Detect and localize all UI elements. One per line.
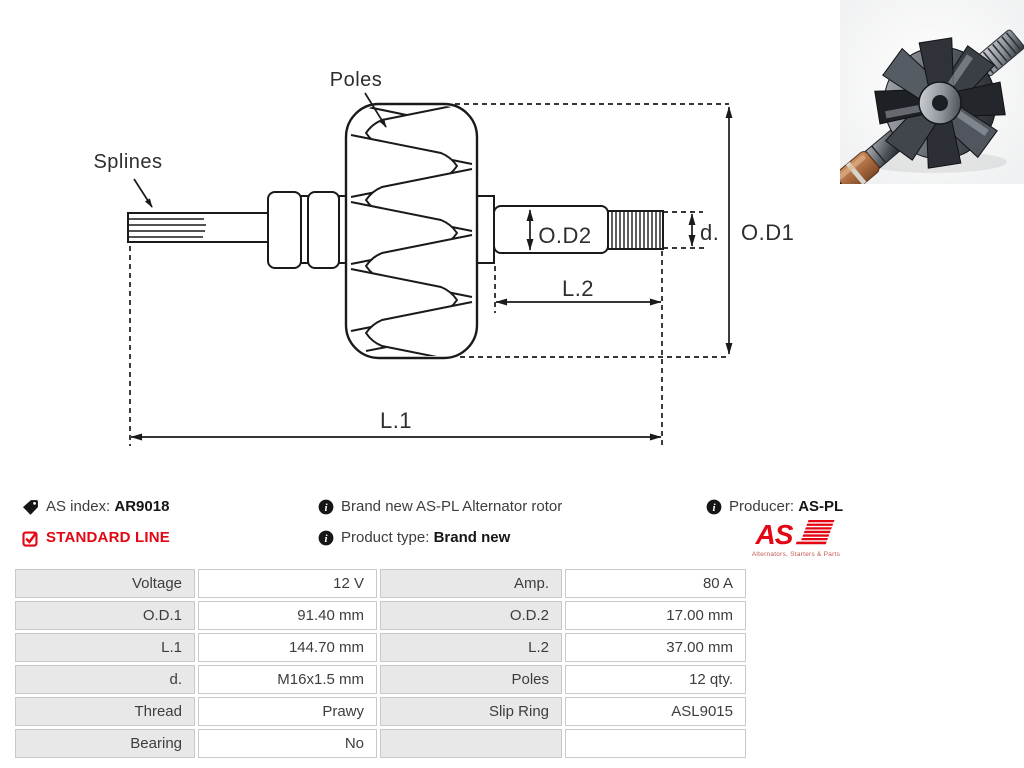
product-type-row [318,529,510,547]
svg-text:i: i [712,502,716,514]
spec-value-cell: 12 V [198,569,377,598]
spec-label-cell: O.D.1 [15,601,195,630]
spec-value-cell: 80 A [565,569,746,598]
spec-row [15,569,746,598]
spec-row [15,601,746,630]
claw-poles [351,102,472,364]
producer-value: AS-PL [798,498,844,515]
spec-label-cell [380,729,562,758]
spec-value-cell: No [198,729,377,758]
svg-text:i: i [324,533,328,545]
spec-row [15,697,746,726]
product-type-value: Brand new [433,529,511,546]
spec-row [15,633,746,662]
d-label: d. [700,220,720,245]
spec-label-cell: L.2 [380,633,562,662]
spec-value-cell: 37.00 mm [565,633,746,662]
spec-label-cell: O.D.2 [380,601,562,630]
producer-text [729,498,843,516]
as-index-label: AS index: [46,498,111,515]
spec-value-cell: Prawy [198,697,377,726]
standard-line-row [22,529,170,547]
spec-value-cell: 17.00 mm [565,601,746,630]
spec-label-cell: Poles [380,665,562,694]
poles-label: Poles [329,69,383,91]
spec-row [15,729,746,758]
tag-icon [22,499,39,516]
brand-new-row [318,498,562,516]
aspl-logo-tagline: Alternators, Starters & Parts [751,551,841,558]
spec-value-cell: 12 qty. [565,665,746,694]
spec-label-cell: d. [15,665,195,694]
checkbox-checked-icon [22,530,39,547]
splines-label: Splines [93,151,163,173]
spec-value-cell: ASL9015 [565,697,746,726]
aspl-logo [750,516,842,562]
spec-value-cell: M16x1.5 mm [198,665,377,694]
info-icon [706,499,722,515]
aspl-logo-text: AS [755,519,793,550]
spec-label-cell: Voltage [15,569,195,598]
as-index-row [22,498,169,516]
producer-label: Producer: [729,498,795,515]
od1-label: O.D1 [741,220,795,245]
brand-new-text: Brand new AS-PL Alternator rotor [341,498,563,515]
l2-label: L.2 [561,276,595,301]
spec-label-cell: Bearing [15,729,195,758]
spec-label-cell: Slip Ring [380,697,562,726]
svg-text:i: i [324,502,328,514]
spec-label-cell: Amp. [380,569,562,598]
as-index-text [46,498,169,516]
od2-label: O.D2 [538,223,592,248]
l1-label: L.1 [379,408,413,433]
product-photo [840,0,1024,184]
spec-value-cell: 91.40 mm [198,601,377,630]
spec-row [15,665,746,694]
spec-label-cell: Thread [15,697,195,726]
standard-line-label: STANDARD LINE [46,529,170,546]
spec-value-cell: 144.70 mm [198,633,377,662]
spec-label-cell: L.1 [15,633,195,662]
spec-table [12,566,749,761]
producer-row [706,498,843,516]
as-index-value: AR9018 [114,498,170,515]
product-type-label: Product type: [341,529,430,546]
info-icon [318,499,334,515]
aspl-logo-stripes [796,520,835,544]
info-icon [318,530,334,546]
spec-value-cell [565,729,746,758]
product-type-text [341,529,510,547]
